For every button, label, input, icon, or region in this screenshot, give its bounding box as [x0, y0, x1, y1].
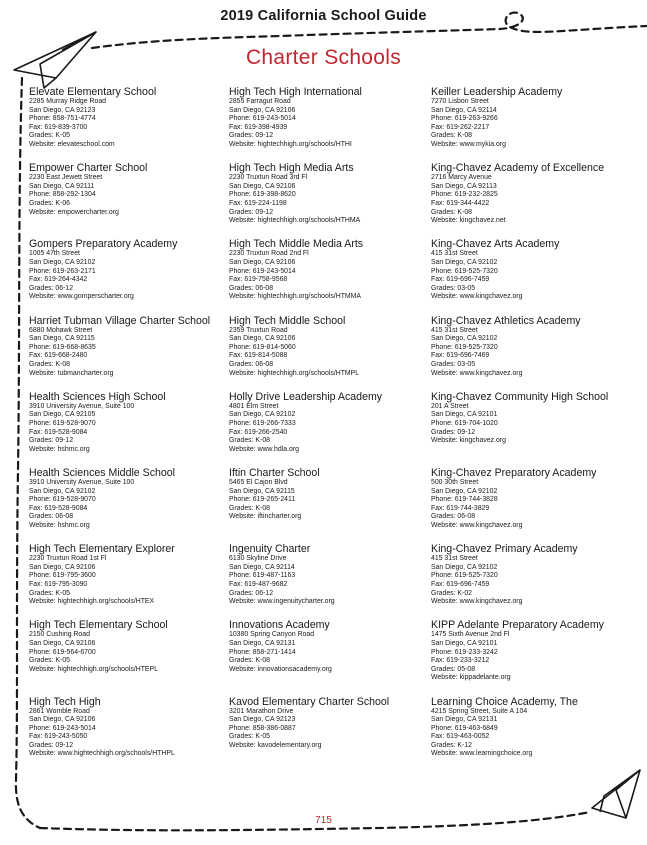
school-entry [229, 86, 429, 162]
school-website[interactable]: Website: kingchavez.org [431, 437, 506, 445]
school-detail-line: Grades: K-05 [29, 589, 70, 597]
school-website[interactable]: Website: hightechhigh.org/schools/HTHI [229, 140, 352, 148]
school-detail-line: Phone: 619-263-2171 [29, 267, 96, 275]
school-detail-line: Phone: 858-292-1304 [29, 191, 96, 199]
school-entry [431, 619, 631, 695]
school-entry [229, 391, 429, 467]
school-website[interactable]: Website: www.ingenuitycharter.org [229, 598, 335, 606]
school-website[interactable]: Website: www.mykia.org [431, 140, 506, 148]
school-detail-line: Phone: 619-463-6849 [431, 724, 498, 732]
school-detail-line: Grades: 06-12 [29, 284, 74, 292]
school-name: Keiller Leadership Academy [431, 86, 563, 98]
school-detail-line: 4801 Elm Street [229, 402, 279, 410]
school-detail-line: Grades: 09-12 [229, 132, 274, 140]
school-name: Ingenuity Charter [229, 543, 311, 556]
school-detail-line: San Diego, CA 92101 [431, 411, 498, 419]
school-detail-line: Phone: 619-525-7320 [431, 572, 498, 580]
paper-airplane-icon [592, 770, 640, 818]
school-detail-line: Phone: 619-814-5060 [229, 343, 296, 351]
school-entry [229, 619, 429, 695]
school-detail-line: San Diego, CA 92131 [229, 639, 296, 647]
school-detail-line: Grades: 03-05 [431, 284, 476, 292]
school-entry [29, 315, 229, 391]
school-detail-line: San Diego, CA 92102 [29, 487, 96, 495]
school-entry [29, 86, 229, 162]
school-detail-line: 201 A Street [431, 402, 469, 410]
school-detail-line: 6130 Skyline Drive [229, 555, 287, 563]
school-website[interactable]: Website: kingchavez.net [431, 217, 506, 225]
school-website[interactable]: Website: hightechhigh.org/schools/HTEPL [29, 665, 158, 673]
school-detail-line: 500 30th Street [431, 478, 479, 486]
school-detail-line: 2150 Cushing Road [29, 631, 90, 639]
school-detail-line: Grades: K-06 [29, 199, 70, 207]
school-website[interactable]: Website: elevateschool.com [29, 140, 115, 148]
school-detail-line: San Diego, CA 92106 [229, 106, 296, 114]
school-detail-line: Fax: 619-696-7459 [431, 580, 490, 588]
school-detail-line: 7270 Lisbon Street [431, 98, 489, 105]
school-detail-line: Phone: 619-528-9070 [29, 496, 96, 504]
school-detail-line: 2230 Truxtun Road 3rd Fl [229, 174, 308, 182]
school-detail-line: Grades: K-05 [229, 733, 270, 741]
school-entry [229, 696, 429, 772]
school-detail-line: Phone: 858-751-4774 [29, 115, 96, 123]
school-detail-line: Fax: 619-243-5050 [29, 733, 88, 741]
guide-title: 2019 California School Guide [220, 8, 427, 24]
school-detail-line: 2230 Truxtun Road 1st Fl [29, 555, 107, 563]
school-entry [29, 238, 229, 314]
school-detail-line: Phone: 619-795-3600 [29, 572, 96, 580]
school-detail-line: Phone: 619-744-3828 [431, 496, 498, 504]
column-3 [431, 86, 631, 772]
school-detail-line: Grades: K-08 [431, 208, 472, 216]
school-detail-line: Phone: 619-704-1020 [431, 419, 498, 427]
school-detail-line: Fax: 619-839-3700 [29, 123, 88, 131]
school-detail-line: San Diego, CA 92102 [229, 411, 296, 419]
school-detail-line: 2230 East Jewett Street [29, 174, 103, 182]
school-detail-line: 415 31st Street [431, 555, 478, 563]
school-website[interactable]: Website: hshmc.org [29, 445, 90, 453]
school-detail-line: 3910 University Avenue, Suite 100 [29, 402, 135, 410]
school-detail-line: Fax: 619-696-7469 [431, 352, 490, 360]
school-name: Harriet Tubman Village Charter School [29, 314, 211, 327]
school-detail-line: San Diego, CA 92115 [229, 487, 295, 495]
school-entry [431, 696, 631, 772]
school-website[interactable]: Website: kippadelante.org [431, 674, 511, 682]
school-detail-line: Phone: 619-243-5014 [229, 115, 296, 123]
school-name: Health Sciences High School [29, 390, 166, 403]
school-website[interactable]: Website: www.hdla.org [229, 445, 299, 453]
school-detail-line: San Diego, CA 92106 [29, 716, 96, 724]
school-detail-line: Phone: 619-266-7333 [229, 419, 296, 427]
school-name: High Tech High Media Arts [229, 162, 354, 175]
school-detail-line: Grades: 06-08 [29, 513, 74, 521]
school-detail-line: Grades: 06-08 [229, 360, 274, 368]
school-name: Holly Drive Leadership Academy [229, 390, 383, 403]
school-detail-line: Fax: 619-344-4422 [431, 199, 490, 207]
school-detail-line: Grades: K-12 [431, 741, 472, 749]
school-detail-line: San Diego, CA 92102 [431, 487, 498, 495]
school-name: High Tech High International [229, 86, 362, 98]
school-entry [229, 238, 429, 314]
school-detail-line: Fax: 619-744-3829 [431, 504, 490, 512]
school-name: Elevate Elementary School [29, 86, 157, 98]
school-detail-line: San Diego, CA 92106 [229, 335, 296, 343]
school-entry [431, 391, 631, 467]
school-detail-line: Grades: K-08 [229, 657, 270, 665]
school-detail-line: 2855 Farragut Road [229, 98, 291, 105]
school-detail-line: San Diego, CA 92114 [431, 106, 497, 114]
school-detail-line: Phone: 619-243-5014 [29, 724, 96, 732]
school-detail-line: 415 31st Street [431, 250, 478, 258]
school-website[interactable]: Website: www.gomperscharter.org [29, 293, 134, 301]
school-detail-line: Phone: 858-271-1414 [229, 648, 296, 656]
school-detail-line: San Diego, CA 92101 [431, 639, 498, 647]
school-detail-line: 1005 47th Street [29, 250, 80, 258]
school-detail-line: Grades: K-08 [29, 360, 70, 368]
school-name: Health Sciences Middle School [29, 466, 176, 479]
school-name: KIPP Adelante Preparatory Academy [431, 619, 604, 632]
school-detail-line: 415 31st Street [431, 326, 478, 334]
school-detail-line: 10380 Spring Canyon Road [229, 631, 315, 639]
school-detail-line: Grades: 06-08 [229, 284, 274, 292]
school-detail-line: Phone: 619-398-8620 [229, 191, 296, 199]
school-detail-line: Phone: 619-243-5014 [229, 267, 296, 275]
school-detail-line: Phone: 619-487-1163 [229, 572, 296, 580]
school-entry [431, 315, 631, 391]
school-entry [29, 543, 229, 619]
school-detail-line: Phone: 619-525-7320 [431, 343, 498, 351]
school-detail-line: Fax: 619-233-3212 [431, 657, 490, 665]
school-detail-line: San Diego, CA 92113 [431, 182, 497, 190]
school-name: Kavod Elementary Charter School [229, 695, 390, 708]
school-detail-line: Phone: 619-564-6700 [29, 648, 96, 656]
school-detail-line: Fax: 619-266-2540 [229, 428, 288, 436]
school-detail-line: 3201 Marathon Drive [229, 707, 294, 715]
school-detail-line: San Diego, CA 92115 [29, 335, 95, 343]
school-detail-line: Fax: 619-264-4342 [29, 276, 88, 284]
school-entry [431, 238, 631, 314]
school-detail-line: Fax: 619-528-9084 [29, 504, 88, 512]
school-detail-line: Fax: 619-528-9084 [29, 428, 88, 436]
school-detail-line: San Diego, CA 92106 [229, 182, 296, 190]
school-detail-line: Phone: 619-668-8635 [29, 343, 96, 351]
school-detail-line: 2285 Murray Ridge Road [29, 98, 106, 105]
school-name: Gompers Preparatory Academy [29, 238, 178, 251]
school-detail-line: Fax: 619-696-7459 [431, 276, 490, 284]
school-detail-line: Grades: 09-12 [229, 208, 274, 216]
school-name: Iftin Charter School [229, 466, 320, 479]
school-detail-line: San Diego, CA 92123 [229, 716, 296, 724]
school-entry [229, 162, 429, 238]
school-entry [229, 467, 429, 543]
school-detail-line: San Diego, CA 92105 [29, 411, 96, 419]
school-detail-line: Grades: 09-12 [29, 741, 74, 749]
school-entry [431, 543, 631, 619]
school-detail-line: San Diego, CA 92102 [431, 563, 498, 571]
school-detail-line: Fax: 619-262-2217 [431, 123, 490, 131]
school-detail-line: San Diego, CA 92106 [229, 258, 296, 266]
school-detail-line: Grades: 05-08 [431, 665, 476, 673]
school-name: Learning Choice Academy, The [431, 695, 578, 708]
school-website[interactable]: Website: www.learningchoice.org [431, 750, 533, 758]
school-name: King-Chavez Arts Academy [431, 238, 560, 251]
school-website[interactable]: Website: www.hightechhigh.org/schools/HTHPL [29, 750, 175, 758]
school-name: High Tech High [29, 695, 101, 708]
school-detail-line: Fax: 619-487-9682 [229, 580, 288, 588]
school-entry [229, 543, 429, 619]
school-detail-line: Phone: 619-232-2825 [431, 191, 498, 199]
school-entry [431, 86, 631, 162]
school-detail-line: 5465 El Cajon Blvd [229, 478, 288, 486]
school-detail-line: Fax: 619-398-4939 [229, 123, 288, 131]
school-name: High Tech Elementary School [29, 619, 168, 632]
school-website[interactable]: Website: hightechhigh.org/schools/HTMMA [229, 293, 362, 301]
school-website[interactable]: Website: www.kingchavez.org [431, 369, 523, 377]
school-detail-line: Grades: K-05 [29, 132, 70, 140]
school-detail-line: Phone: 858-386-0887 [229, 724, 296, 732]
school-detail-line: Grades: K-08 [431, 132, 472, 140]
school-detail-line: Fax: 619-463-0052 [431, 733, 490, 741]
school-detail-line: Fax: 619-224-1198 [229, 199, 287, 207]
school-detail-line: Grades: 09-12 [431, 428, 476, 436]
school-detail-line: Grades: 06-12 [229, 589, 274, 597]
school-name: Innovations Academy [229, 619, 330, 632]
school-detail-line: 3910 University Avenue, Suite 100 [29, 478, 135, 486]
school-detail-line: Fax: 619-795-3090 [29, 580, 88, 588]
school-name: Empower Charter School [29, 162, 148, 175]
school-name: King-Chavez Community High School [431, 390, 609, 403]
school-detail-line: Fax: 619-668-2480 [29, 352, 88, 360]
school-detail-line: Phone: 619-525-7320 [431, 267, 498, 275]
school-detail-line: Fax: 619-814-5088 [229, 352, 288, 360]
school-name: High Tech Middle Media Arts [229, 238, 364, 251]
school-entry [29, 467, 229, 543]
school-website[interactable]: Website: www.kingchavez.org [431, 598, 523, 606]
school-detail-line: Fax: 619-758-9568 [229, 276, 288, 284]
school-detail-line: Grades: K-08 [229, 437, 270, 445]
school-detail-line: San Diego, CA 92102 [431, 258, 498, 266]
school-website[interactable]: Website: hightechhigh.org/schools/HTHMA [229, 217, 361, 225]
school-website[interactable]: Website: www.kingchavez.org [431, 521, 523, 529]
school-detail-line: San Diego, CA 92123 [29, 106, 96, 114]
school-name: King-Chavez Academy of Excellence [431, 162, 605, 175]
column-1 [29, 86, 229, 772]
school-detail-line: Grades: 03-05 [431, 360, 476, 368]
school-detail-line: Grades: 06-08 [431, 513, 476, 521]
school-detail-line: Phone: 619-528-9070 [29, 419, 96, 427]
school-detail-line: Grades: K-05 [29, 657, 70, 665]
school-detail-line: San Diego, CA 92106 [29, 563, 96, 571]
school-entry [431, 467, 631, 543]
school-website[interactable]: Website: hshmc.org [29, 521, 90, 529]
school-detail-line: 2861 Womble Road [29, 707, 90, 715]
school-detail-line: San Diego, CA 92106 [29, 639, 96, 647]
school-detail-line: 6880 Mohawk Street [29, 326, 93, 334]
school-entry [29, 696, 229, 772]
school-website[interactable]: Website: empowercharter.org [29, 208, 119, 216]
school-website[interactable]: Website: hightechhigh.org/schools/HTMPL [229, 369, 360, 377]
school-detail-line: 2230 Truxtun Road 2nd Fl [229, 250, 309, 258]
school-detail-line: San Diego, CA 92131 [431, 716, 498, 724]
school-detail-line: Grades: K-08 [229, 504, 270, 512]
page-number: 715 [315, 815, 332, 826]
column-2 [229, 86, 429, 772]
school-entry [229, 315, 429, 391]
school-entry [431, 162, 631, 238]
school-detail-line: Grades: 09-12 [29, 437, 74, 445]
school-entry [29, 619, 229, 695]
school-website[interactable]: Website: www.kingchavez.org [431, 293, 523, 301]
school-detail-line: San Diego, CA 92111 [29, 182, 95, 190]
school-detail-line: San Diego, CA 92114 [229, 563, 295, 571]
school-detail-line: San Diego, CA 92102 [29, 258, 96, 266]
school-detail-line: Phone: 619-233-3242 [431, 648, 498, 656]
school-detail-line: 2359 Truxtun Road [229, 326, 288, 334]
school-detail-line: Grades: K-02 [431, 589, 472, 597]
school-detail-line: Phone: 619-263-9266 [431, 115, 498, 123]
school-entry [29, 162, 229, 238]
section-title: Charter Schools [245, 46, 402, 69]
school-name: High Tech Middle School [229, 314, 346, 327]
school-name: King-Chavez Preparatory Academy [431, 466, 597, 479]
school-website[interactable]: Website: hightechhigh.org/schools/HTEX [29, 598, 155, 606]
school-name: King-Chavez Primary Academy [431, 543, 578, 556]
school-name: High Tech Elementary Explorer [29, 543, 175, 556]
school-detail-line: San Diego, CA 92102 [431, 335, 498, 343]
school-entry [29, 391, 229, 467]
school-detail-line: 1475 Sixth Avenue 2nd Fl [431, 631, 510, 639]
school-website[interactable]: Website: kavodelementary.org [229, 741, 322, 749]
school-name: King-Chavez Athletics Academy [431, 314, 581, 327]
school-detail-line: 4215 Spring Street, Suite A 104 [431, 707, 528, 715]
school-website[interactable]: Website: innovationsacademy.org [229, 665, 332, 673]
school-detail-line: Phone: 619-265-2411 [229, 496, 296, 504]
school-website[interactable]: Website: iftincharter.org [229, 513, 302, 521]
school-detail-line: 2716 Marcy Avenue [431, 174, 492, 182]
school-website[interactable]: Website: tubmancharter.org [29, 369, 114, 377]
